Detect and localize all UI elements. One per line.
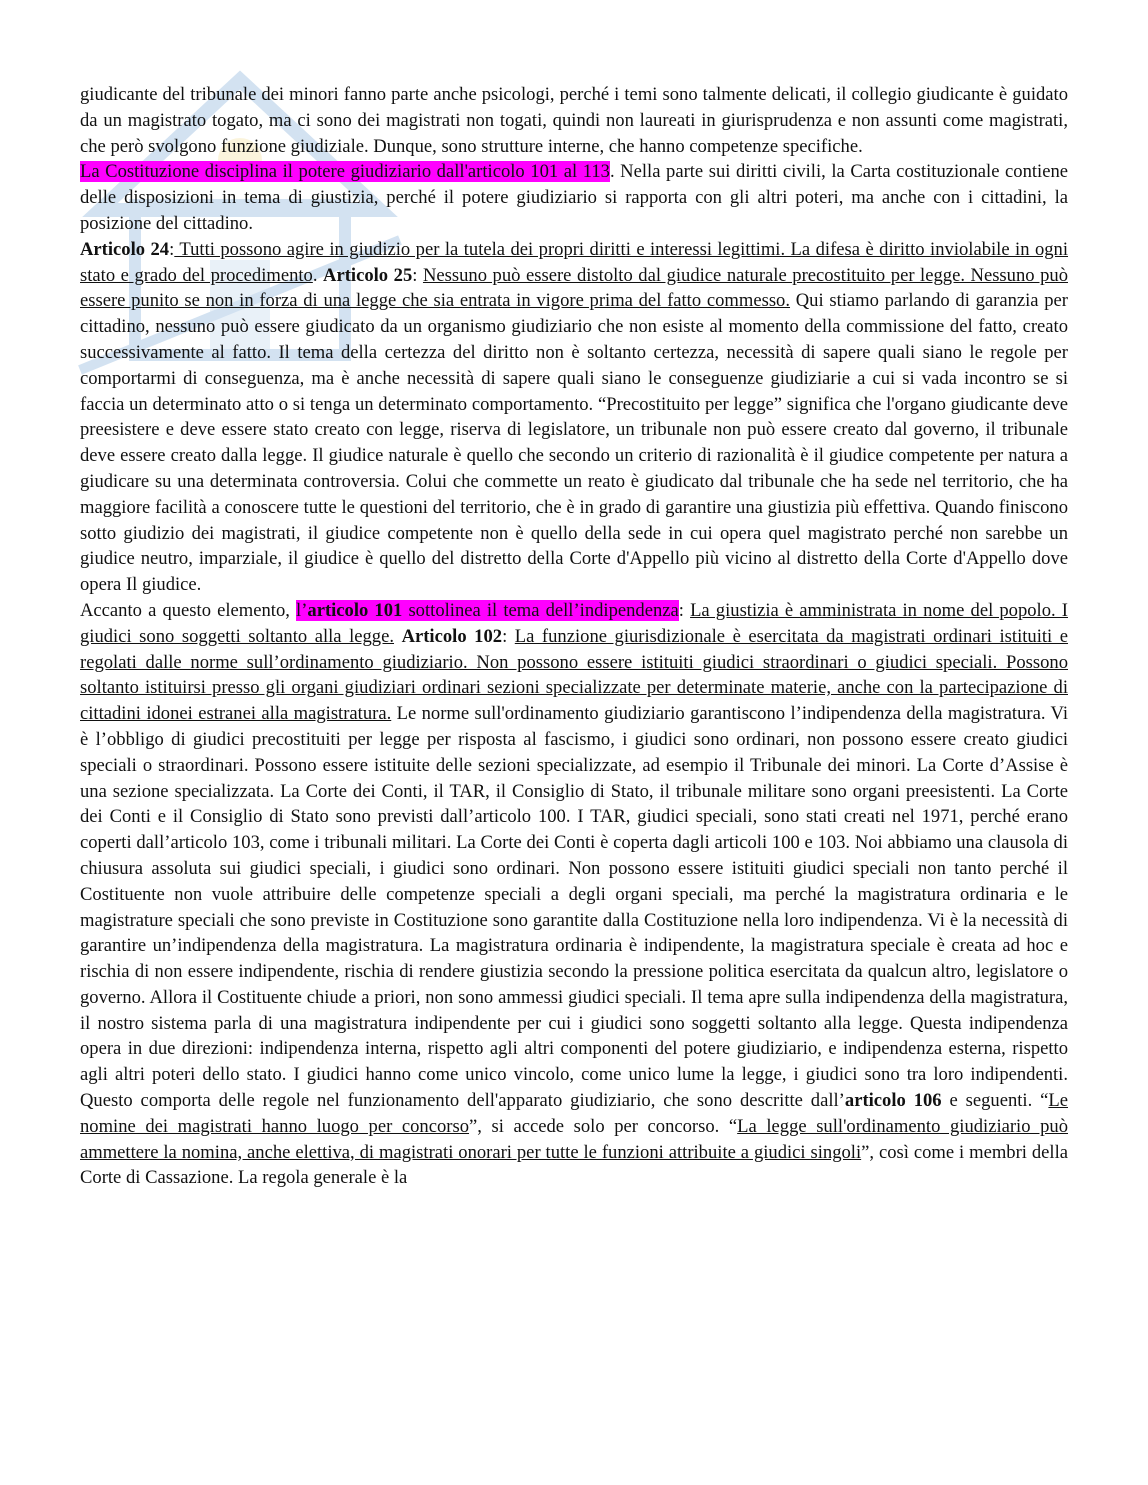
article-24-heading: Articolo 24	[80, 238, 170, 260]
text-run: ”, si accede solo per concorso. “	[469, 1115, 738, 1137]
text-run: Le norme sull'ordinamento giudiziario garantiscono l’indipendenza della magistratura. Vi è l’obbligo di giudici precostituiti per legge per risposta al fascismo, i giudici sono ordinari, non possono essere creato giudici speciali o straordinari. Possono essere istituite delle sezioni specializzate, ad esempio il Tribunale dei minori. La Corte d’Assise è una sezione specializzata. La Corte dei Conti, il TAR, il Consiglio di Stato, il tribunale militare sono organi preesistenti. La Corte dei Conti e il Consiglio di Stato sono previsti dall’articolo 100. I TAR, giudici speciali, sono stati creati nel 1971, perché erano coperti dall’articolo 103, come i tribunali militari. La Corte dei Conti è coperta dagli articoli 100 e 103. Noi abbiamo una clausola di chiusura assoluta sui giudici speciali, i giudici sono ordinari. Non possono essere istituiti giudici speciali non tanto perché il Costituente non vuole attribuire delle competenze speciali a degli organi speciali, ma perché la magistratura ordinaria e le magistrature speciali che sono previste in Costituzione sono garantite dalla Costituzione nella loro indipendenza. Vi è la necessità di garantire un’indipendenza della magistratura. La magistratura ordinaria è indipendente, la magistratura speciale è creata ad hoc e rischia di non essere indipendente, rischia di rendere giustizia secondo la pressione politica esercitata da qualcun altro, legislatore o governo. Allora il Costituente chiude a priori, non sono ammessi giudici speciali. Il tema apre sulla indipendenza della magistratura, il nostro sistema parla di una magistratura indipendente per cui i giudici sono soggetti soltanto alla legge. Questa indipendenza opera in due direzioni: indipendenza interna, rispetto agli altri componenti del potere giudiziario, e indipendenza esterna, rispetto agli altri poteri dello stato. I giudici hanno come unico vincolo, come unico lume la legge, i giudici sono tra loro indipendenti. Questo comporta delle regole nel funzionamento dell'apparato giudiziario, che sono descritte dall’	[80, 703, 1069, 1112]
article-101-heading: articolo 101	[307, 599, 403, 621]
paragraph-1	[80, 82, 1068, 159]
text-run: :	[678, 599, 691, 621]
text-run: :	[412, 264, 423, 286]
highlight-part: l’	[296, 599, 308, 621]
text-run: Accanto a questo elemento,	[80, 599, 297, 621]
text-run: Qui stiamo parlando di garanzia per cittadino, nessuno può essere giudicato da un organismo giudiziario che non esiste al momento della commissione del fatto, creato successivamente al fatto. Il tema della certezza del diritto non è soltanto certezza, necessità di sapere quali siano le regole per comportarmi di conseguenza, ma è anche necessità di sapere quali siano le conseguenze giudiziarie a cui si vada incontro se si faccia un determinato atto o si tenga un determinato comportamento. “Precostituito per legge” significa che l'organo giudicante deve preesistere e deve essere stato creato con legge, riserva di legislatore, un tribunale non può essere creato dal governo, il tribunale deve essere creato dalla legge. Il giudice naturale è quello che secondo un criterio di razionalità è il giudice competente per natura a giudicare su una determinata controversia. Colui che commette un reato è giudicato dal tribunale che ha sede nel territorio, che ha maggiore facilità a conoscere tutte le questioni del territorio, che è in grado di garantire una giustizia più effettiva. Quando finiscono sotto giudizio dei magistrati, il giudice competente non è quello della sede in cui opera quel magistrato perché non sarebbe un giudice neutro, imparziale, il giudice è quello del distretto della Corte d'Appello più vicino al distretto della Corte d'Appello dove opera Il giudice.	[80, 290, 1068, 596]
article-106-heading: articolo 106	[844, 1090, 942, 1112]
text-run: .	[312, 264, 324, 286]
text-run: . Nella parte sui diritti civili, la Carta costituzionale contiene delle disposizioni in tema di giustizia, perché il potere giudiziario si rapporta con gli altri poteri, ma anche con i cittadini, la posizione del cittadino.	[80, 161, 1069, 234]
text-run: :	[502, 625, 515, 647]
text-run: giudicante del tribunale dei minori fanno parte anche psicologi, perché i temi sono talmente delicati, il collegio giudicante è guidato da un magistrato togato, ma ci sono dei magistrati non togati, quindi non laureati in giurisprudenza e non assunti come magistrati, che però svolgono funzione giudiziale. Dunque, sono strutture interne, che hanno competenze specifiche.	[80, 84, 1068, 157]
text-run	[394, 626, 402, 647]
text-run: :	[169, 238, 175, 260]
paragraph-2	[80, 159, 1068, 236]
paragraph-3	[80, 237, 1068, 598]
paragraph-4	[80, 598, 1068, 1191]
article-106-quote-1: Le nomine dei magistrati hanno luogo per concorso	[80, 1090, 1068, 1137]
text-run: e seguenti. “	[941, 1090, 1049, 1112]
highlight-part: sottolinea il tema dell’indipendenza	[402, 599, 679, 621]
article-106-quote-2: La legge sull'ordinamento giudiziario può ammettere la nomina, anche elettiva, di magistrati onorari per tutte le funzioni attribuite a giudici singoli	[80, 1115, 1068, 1163]
article-102-quote: La funzione giurisdizionale è esercitata da magistrati ordinari istituiti e regolati dalle norme sull’ordinamento giudiziario. Non possono essere istituiti giudici straordinari o giudici speciali. Possono soltanto istituirsi presso gli organi giudiziari ordinari sezioni specializzate per determinate materie, anche con la partecipazione di cittadini idonei estranei alla magistratura.	[80, 625, 1069, 725]
highlighted-text: La Costituzione disciplina il potere giudiziario dall'articolo 101 al 113	[80, 161, 610, 183]
article-102-heading: Articolo 102	[401, 625, 503, 647]
article-25-quote: Nessuno può essere distolto dal giudice naturale precostituito per legge. Nessuno può essere punito se non in forza di una legge che sia entrata in vigore prima del fatto commesso.	[80, 264, 1068, 312]
highlighted-text	[296, 600, 679, 621]
document-body	[80, 82, 1068, 1191]
text-run: ”, così come i membri della Corte di Cassazione. La regola generale è la	[80, 1141, 1068, 1189]
article-101-quote: La giustizia è amministrata in nome del popolo. I giudici sono soggetti soltanto alla legge.	[80, 599, 1068, 647]
article-24-quote: Tutti possono agire in giudizio per la tutela dei propri diritti e interessi legittimi. La difesa è diritto inviolabile in ogni stato e grado del procedimento	[80, 238, 1069, 286]
article-25-heading: Articolo 25	[323, 264, 413, 286]
